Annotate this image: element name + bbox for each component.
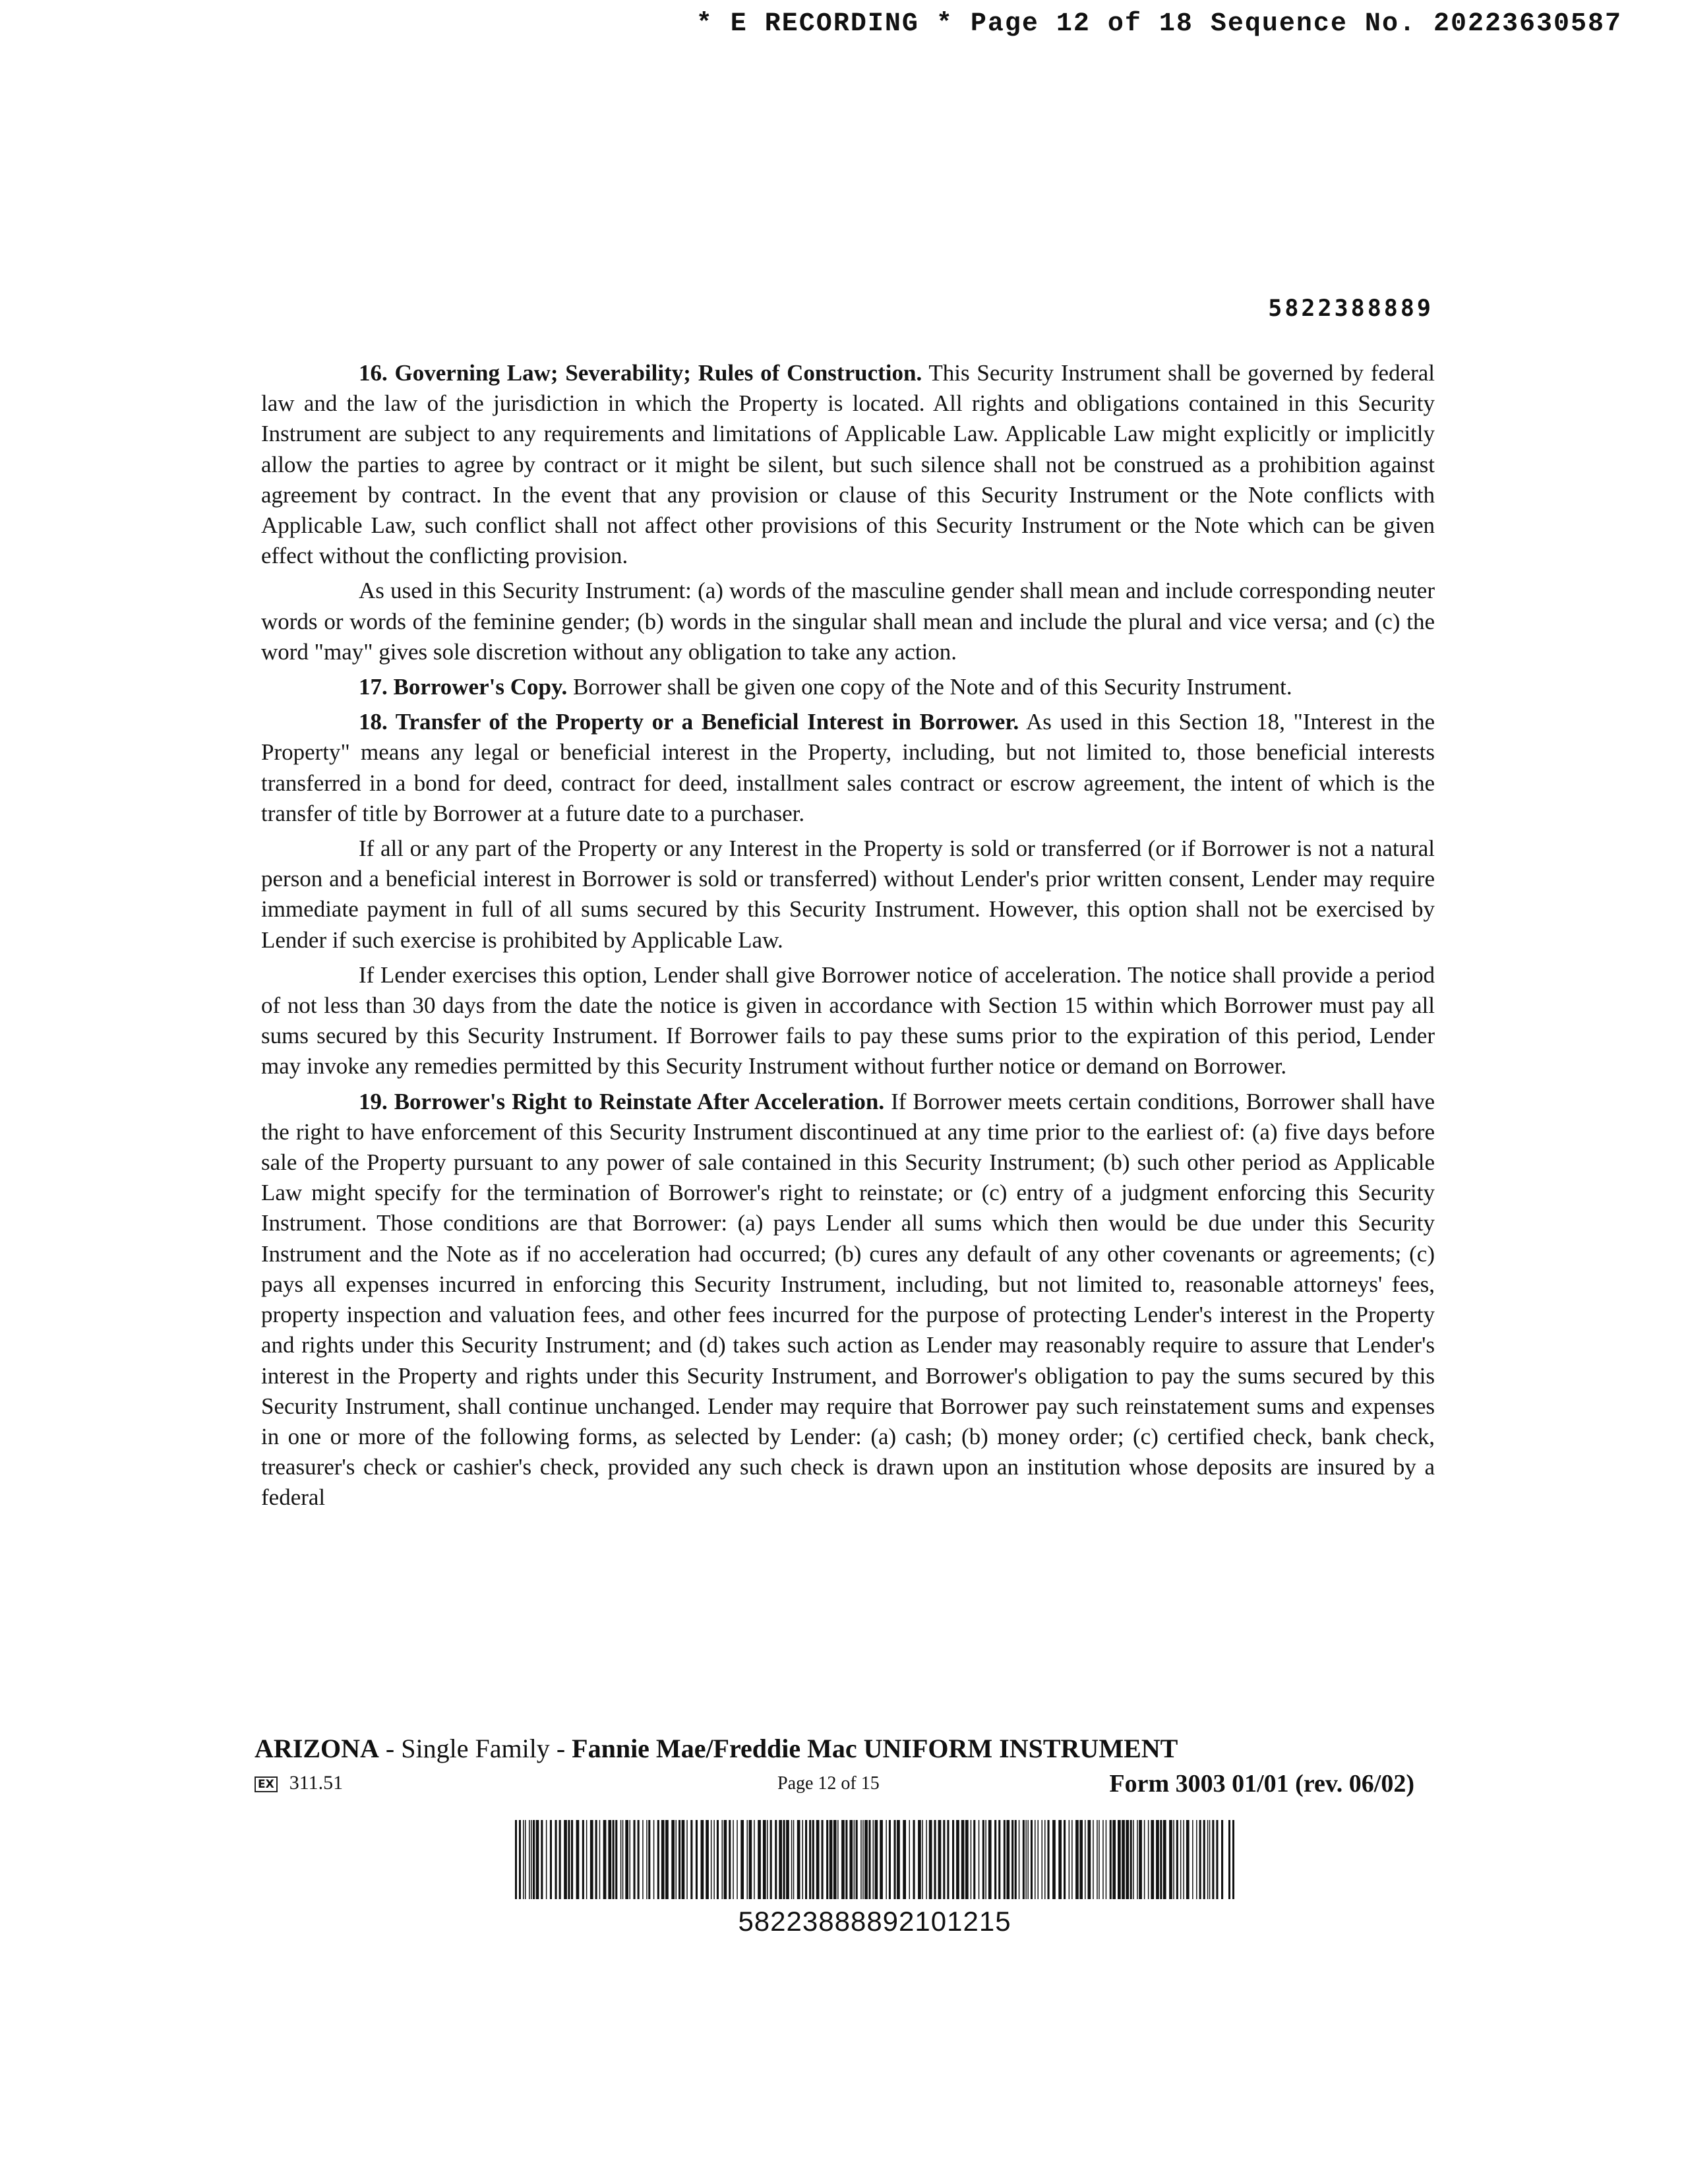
barcode-bar: [523, 1820, 524, 1899]
barcode-bar: [671, 1820, 675, 1899]
barcode-bar: [971, 1820, 972, 1899]
barcode-bar: [1023, 1820, 1025, 1899]
form-code-number: 311.51: [289, 1772, 344, 1794]
footer-row: [255, 1769, 1428, 1802]
barcode-bar: [515, 1820, 517, 1899]
barcode-bar: [682, 1820, 685, 1899]
barcode-bar: [926, 1820, 927, 1899]
barcode-bar: [1027, 1820, 1029, 1899]
barcode-bar: [590, 1820, 593, 1899]
barcode-bar: [1064, 1820, 1066, 1899]
footer-state: ARIZONA: [255, 1734, 379, 1763]
barcode-bar: [1207, 1820, 1209, 1899]
barcode-bar: [525, 1820, 526, 1899]
barcode-bar: [826, 1820, 828, 1899]
barcode-bar: [733, 1820, 734, 1899]
barcode-bar: [875, 1820, 878, 1899]
barcode-bar: [994, 1820, 996, 1899]
barcode-bar: [749, 1820, 752, 1899]
barcode-bar: [634, 1820, 636, 1899]
barcode-bar: [1137, 1820, 1138, 1899]
barcode-bar: [536, 1820, 539, 1899]
barcode-bar: [952, 1820, 954, 1899]
barcode-bar: [541, 1820, 543, 1899]
barcode-bar: [1139, 1820, 1142, 1899]
section-19-heading: 19. Borrower's Right to Reinstate After Acceleration.: [359, 1088, 885, 1114]
ex-logo: EX: [255, 1776, 278, 1792]
barcode-bar: [783, 1820, 785, 1899]
barcode-bar: [786, 1820, 789, 1899]
barcode-bar: [1071, 1820, 1073, 1899]
barcode-bar: [653, 1820, 655, 1899]
section-16-heading: 16. Governing Law; Severability; Rules of Construction.: [359, 360, 922, 386]
barcode-bar: [615, 1820, 617, 1899]
barcode-bar: [1019, 1820, 1020, 1899]
paragraph-text: If Lender exercises this option, Lender shall give Borrower notice of acceleration. The notice shall provide a period of not less than 30 days from the date the notice is given in accordance with Section 15 within which Borrower must pay all sums secured by this Security Instrument. If Borrower fails to pay these sums prior to the expiration of this period, Lender may invoke any remedies permitted by this Security Instrument without further notice or demand on Borrower.: [261, 961, 1435, 1079]
barcode-bar: [793, 1820, 795, 1899]
barcode-bar: [657, 1820, 659, 1899]
barcode-bar: [849, 1820, 853, 1899]
barcode-bar: [1216, 1820, 1218, 1899]
barcode-bar: [979, 1820, 980, 1899]
barcode-bar: [1088, 1820, 1091, 1899]
barcode-bar: [802, 1820, 804, 1899]
barcode-bar: [1038, 1820, 1039, 1899]
barcode-bar: [608, 1820, 611, 1899]
barcode-bar: [973, 1820, 975, 1899]
barcode-bar: [845, 1820, 847, 1899]
barcode-bar: [622, 1820, 624, 1899]
barcode-bar: [1209, 1820, 1211, 1899]
barcode-bar: [661, 1820, 665, 1899]
barcode-bar: [571, 1820, 573, 1899]
barcode-bar: [1004, 1820, 1006, 1899]
barcode-bar: [1102, 1820, 1104, 1899]
barcode-bar: [648, 1820, 650, 1899]
barcode-bar: [568, 1820, 570, 1899]
barcode-bar: [965, 1820, 969, 1899]
barcode-bar: [1183, 1820, 1184, 1899]
barcode-bar: [886, 1820, 887, 1899]
barcode-bar: [1192, 1820, 1193, 1899]
form-number: Form 3003 01/01 (rev. 06/02): [1109, 1770, 1414, 1798]
barcode-bar: [829, 1820, 833, 1899]
barcode-bar: [1106, 1820, 1107, 1899]
barcode-bar: [1011, 1820, 1013, 1899]
barcode-bar: [1133, 1820, 1134, 1899]
barcode-bar: [1025, 1820, 1027, 1899]
barcode-bar: [947, 1820, 949, 1899]
barcode-bar: [595, 1820, 597, 1899]
barcode-bar: [646, 1820, 648, 1899]
barcode-bar: [1112, 1820, 1116, 1899]
barcode-bar: [770, 1820, 772, 1899]
barcode-bar: [1006, 1820, 1010, 1899]
barcode-bar: [985, 1820, 986, 1899]
paragraph-text: As used in this Security Instrument: (a) words of the masculine gender shall mean and include corresponding neuter words or words of the feminine gender; (b) words in the singular shall mean and include the plural and vice versa; and (c) the word "may" gives sole discretion without any obligation to take any action.: [261, 578, 1435, 665]
barcode-bar: [982, 1820, 984, 1899]
barcode-bar: [638, 1820, 640, 1899]
section-17-heading: 17. Borrower's Copy.: [359, 674, 568, 700]
barcode-bar: [724, 1820, 727, 1899]
paragraph-19: [261, 1087, 1435, 1513]
barcode-bar: [1228, 1820, 1230, 1899]
barcode-bar: [1122, 1820, 1125, 1899]
barcode-bar: [903, 1820, 906, 1899]
barcode-bar: [929, 1820, 932, 1899]
section-18-heading: 18. Transfer of the Property or a Beneficial Interest in Borrower.: [359, 709, 1019, 735]
barcode-bar: [913, 1820, 915, 1899]
barcode-bar: [576, 1820, 580, 1899]
form-code: [255, 1772, 343, 1794]
barcode-bar: [860, 1820, 862, 1899]
barcode-bar: [555, 1820, 557, 1899]
barcode-bar: [1069, 1820, 1070, 1899]
barcode-bar: [1048, 1820, 1050, 1899]
barcode-bar: [1156, 1820, 1159, 1899]
barcode-bar: [729, 1820, 731, 1899]
barcode-bar: [665, 1820, 669, 1899]
barcode-bar: [676, 1820, 677, 1899]
barcode-bar: [586, 1820, 588, 1899]
barcode-bar: [816, 1820, 820, 1899]
barcode-bar: [918, 1820, 921, 1899]
barcode-bar: [713, 1820, 715, 1899]
footer-separator: -: [549, 1734, 572, 1763]
barcode-bar: [943, 1820, 945, 1899]
barcode-bar: [613, 1820, 615, 1899]
footer-instrument-title: [255, 1733, 1178, 1764]
barcode-bar: [841, 1820, 845, 1899]
page-number: Page 12 of 15: [777, 1773, 880, 1794]
barcode-bar: [690, 1820, 692, 1899]
barcode-bar: [961, 1820, 965, 1899]
barcode-bar: [546, 1820, 547, 1899]
recording-header: * E RECORDING * Page 12 of 18 Sequence No. 20223630587: [696, 9, 1622, 39]
document-body: [261, 358, 1435, 1513]
barcode-bar: [533, 1820, 535, 1899]
barcode: [514, 1820, 1236, 1899]
barcode-bar: [711, 1820, 712, 1899]
barcode-bar: [630, 1820, 631, 1899]
barcode-bar: [812, 1820, 814, 1899]
barcode-bar: [740, 1820, 744, 1899]
barcode-bar: [1015, 1820, 1017, 1899]
barcode-bar: [934, 1820, 936, 1899]
barcode-bar: [754, 1820, 755, 1899]
barcode-bar: [956, 1820, 959, 1899]
barcode-bar: [1221, 1820, 1223, 1899]
barcode-bar: [1118, 1820, 1121, 1899]
paragraph-18: [261, 707, 1435, 829]
barcode-bar: [779, 1820, 782, 1899]
barcode-bar: [897, 1820, 900, 1899]
barcode-bar: [922, 1820, 923, 1899]
barcode-bar: [1176, 1820, 1178, 1899]
barcode-bar: [822, 1820, 824, 1899]
barcode-bar: [1130, 1820, 1132, 1899]
barcode-bar: [678, 1820, 680, 1899]
paragraph-text: If Borrower meets certain conditions, Borrower shall have the right to have enforcement of this Security Instrument discontinued at any time prior to the earliest of: (a) five days before sale of the Property pursuant to any power of sale contained in this Security Instrument; (b) such other period as Applicable Law might specify for the termination of Borrower's right to reinstate; or (c) entry of a judgment enforcing this Security Instrument. Those conditions are that Borrower: (a) pays Lender all sums which then would be due under this Security Instrument and the Note as if no acceleration had occurred; (b) cures any default of any other covenants or agreements; (c) pays all expenses incurred in enforcing this Security Instrument, including, but not limited to, reasonable attorneys' fees, property inspection and valuation fees, and other fees incurred for the purpose of protecting Lender's interest in the Property and rights under this Security Instrument; and (d) takes such action as Lender may reasonably require to assure that Lender's interest in the Property and rights under this Security Instrument, and Borrower's obligation to pay the sums secured by this Security Instrument, shall continue unchanged. Lender may require that Borrower pay such reinstatement sums and expenses in one or more of the following forms, as selected by Lender: (a) cash; (b) money order; (c) certified check, bank check, treasurer's check or cashier's check, provided any such check is drawn upon an institution whose deposits are insured by a federal: [261, 1088, 1435, 1511]
barcode-bar: [805, 1820, 807, 1899]
barcode-bar: [868, 1820, 870, 1899]
barcode-bar: [529, 1820, 530, 1899]
barcode-bar: [1031, 1820, 1033, 1899]
barcode-bar: [1212, 1820, 1214, 1899]
barcode-bar: [625, 1820, 628, 1899]
footer-instrument: Fannie Mae/Freddie Mac UNIFORM INSTRUMENT: [572, 1734, 1178, 1763]
barcode-bar: [1203, 1820, 1205, 1899]
paragraph-17: [261, 672, 1435, 702]
barcode-bar: [1085, 1820, 1086, 1899]
barcode-bar: [1044, 1820, 1046, 1899]
barcode-bar: [854, 1820, 855, 1899]
barcode-bar: [686, 1820, 688, 1899]
barcode-bar: [1035, 1820, 1036, 1899]
barcode-bar: [988, 1820, 992, 1899]
barcode-bar: [856, 1820, 858, 1899]
paragraph-18-acceleration: [261, 960, 1435, 1082]
paragraph-text: As used in this Section 18, "Interest in the Property" means any legal or beneficial interest in the Property, including, but not limited to, those beneficial interests transferred in a bond for deed, contract for deed, installment sales contract or escrow agreement, the intent of which is the transfer of title by Borrower at a future date to a purchaser.: [261, 709, 1435, 826]
barcode-bar: [1058, 1820, 1062, 1899]
barcode-bar: [775, 1820, 777, 1899]
barcode-bar: [1052, 1820, 1056, 1899]
barcode-bar: [998, 1820, 1000, 1899]
barcode-bar: [1199, 1820, 1201, 1899]
barcode-bar: [717, 1820, 719, 1899]
barcode-bar: [791, 1820, 793, 1899]
barcode-bar: [1099, 1820, 1100, 1899]
barcode-bar: [938, 1820, 942, 1899]
barcode-bar: [1173, 1820, 1174, 1899]
barcode-bar: [582, 1820, 584, 1899]
barcode-bar: [701, 1820, 704, 1899]
barcode-bar: [767, 1820, 768, 1899]
barcode-bar: [809, 1820, 811, 1899]
paragraph-16-construction: [261, 576, 1435, 667]
barcode-bar: [1160, 1820, 1162, 1899]
footer-separator: -: [378, 1734, 402, 1763]
barcode-number: 58223888892101215: [738, 1906, 1011, 1937]
barcode-bar: [1042, 1820, 1043, 1899]
barcode-bar: [833, 1820, 837, 1899]
barcode-bar: [1126, 1820, 1129, 1899]
barcode-bar: [864, 1820, 868, 1899]
barcode-bar: [1093, 1820, 1094, 1899]
barcode-bar: [1144, 1820, 1145, 1899]
barcode-bar: [837, 1820, 839, 1899]
barcode-bar: [531, 1820, 532, 1899]
barcode-bar: [642, 1820, 644, 1899]
barcode-bar: [706, 1820, 709, 1899]
barcode-bar: [862, 1820, 864, 1899]
barcode-bar: [747, 1820, 748, 1899]
barcode-bar: [696, 1820, 698, 1899]
barcode-bar: [889, 1820, 891, 1899]
barcode-bar: [559, 1820, 561, 1899]
barcode-bar: [1180, 1820, 1182, 1899]
paragraph-text: If all or any part of the Property or any Interest in the Property is sold or transferred (or if Borrower is not a natural person and a beneficial interest in Borrower is sold or transferred) without Lender's prior written consent, Lender may require immediate payment in full of all sums secured by this Security Instrument. However, this option shall not be exercised by Lender if such exercise is prohibited by Applicable Law.: [261, 835, 1435, 953]
paragraph-text: This Security Instrument shall be governed by federal law and the law of the jurisdiction in which the Property is located. All rights and obligations contained in this Security Instrument are subject to any requirements and limitations of Applicable Law. Applicable Law might explicitly or implicitly allow the parties to agree by contract or it might be silent, but such silence shall not be construed as a prohibition against agreement by contract. In the event that any provision or clause of this Security Instrument or the Note conflicts with Applicable Law, such conflict shall not affect other provisions of this Security Instrument or the Note which can be given effect without the conflicting provision.: [261, 360, 1435, 569]
barcode-bar: [873, 1820, 874, 1899]
barcode-bar: [1097, 1820, 1098, 1899]
barcode-bar: [1075, 1820, 1079, 1899]
barcode-bar: [1151, 1820, 1154, 1899]
barcode-bar: [620, 1820, 622, 1899]
barcode-bar: [797, 1820, 800, 1899]
barcode-bar: [1110, 1820, 1112, 1899]
barcode-bar: [1232, 1820, 1234, 1899]
barcode-bar: [909, 1820, 911, 1899]
loan-number: 5822388889: [1268, 295, 1433, 322]
barcode-bar: [599, 1820, 601, 1899]
barcode-bar: [519, 1820, 521, 1899]
barcode-bar: [894, 1820, 896, 1899]
barcode-bar: [1169, 1820, 1172, 1899]
footer-family: Single Family: [401, 1734, 550, 1763]
barcode-bar: [758, 1820, 761, 1899]
barcode-bar: [603, 1820, 607, 1899]
paragraph-16: [261, 358, 1435, 571]
barcode-bar: [550, 1820, 552, 1899]
barcode-bar: [1163, 1820, 1166, 1899]
barcode-bar: [1148, 1820, 1149, 1899]
barcode-bar: [1196, 1820, 1197, 1899]
barcode-bar: [722, 1820, 723, 1899]
barcode-bar: [564, 1820, 567, 1899]
paragraph-18-transfer: [261, 834, 1435, 956]
barcode-bar: [763, 1820, 766, 1899]
barcode-bar: [1079, 1820, 1083, 1899]
barcode-bar: [880, 1820, 883, 1899]
barcode-bar: [737, 1820, 738, 1899]
paragraph-text: Borrower shall be given one copy of the Note and of this Security Instrument.: [567, 674, 1292, 700]
barcode-bar: [1186, 1820, 1190, 1899]
